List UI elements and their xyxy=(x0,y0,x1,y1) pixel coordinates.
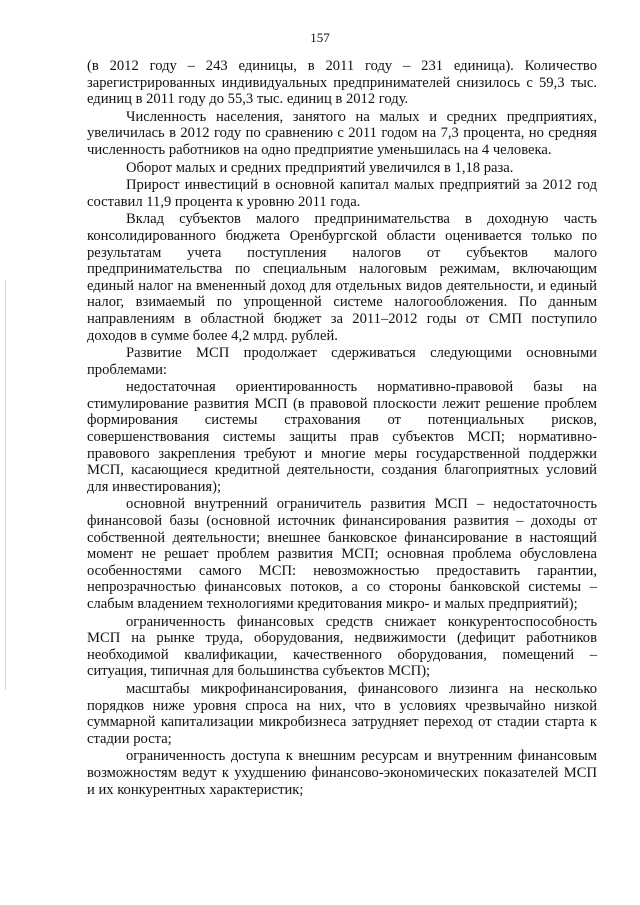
document-body xyxy=(87,58,597,798)
paragraph-2: Численность населения, занятого на малых и средних предприятиях, увеличилась в 2012 году по сравнению с 2011 годом на 7,3 процента, но средняя численность работников на одно предприятие уменьшилась на 4 человека. xyxy=(87,108,597,158)
paragraph-6: Развитие МСП продолжает сдерживаться следующими основными проблемами: xyxy=(87,345,597,378)
paragraph-8: основной внутренний ограничитель развития МСП – недостаточность финансовой базы (основной источник финансирования развития – доходы от собственной деятельности; внешнее банковское финансирование в настоящий момент не решает проблем развития МСП; основная проблема обусловлена особенностями самого МСП: невозможностью предоставить гарантии, непрозрачностью финансовых потоков, а со стороны банковской системы – слабым владением технологиями кредитования микро- и малых предприятий); xyxy=(87,496,597,612)
paragraph-3: Оборот малых и средних предприятий увеличился в 1,18 раза. xyxy=(126,159,514,176)
page-number: 157 xyxy=(310,30,330,45)
paragraph-7: недостаточная ориентированность нормативно-правовой базы на стимулирование развития МСП (в правовой плоскости лежит решение проблем формирования системы страхования от потенциальных рисков, совершенствования системы защиты прав субъектов МСП; нормативно-правового закрепления требуют и многие меры государственной поддержки МСП, касающиеся кредитной деятельности, создания благоприятных условий для инвестирования); xyxy=(87,379,597,495)
paragraph-10: масштабы микрофинансирования, финансового лизинга на несколько порядков ниже уровня спроса на них, что в условиях чрезвычайно низкой суммарной капитализации микробизнеса затрудняет переход от стадии старта к стадии роста; xyxy=(87,680,597,747)
scan-edge-line xyxy=(5,280,6,690)
paragraph-4: Прирост инвестиций в основной капитал малых предприятий за 2012 год составил 11,9 процента к уровню 2011 года. xyxy=(87,177,597,210)
paragraph-11: ограниченность доступа к внешним ресурсам и внутренним финансовым возможностям ведут к ухудшению финансово-экономических показателей МСП и их конкурентных характеристик; xyxy=(87,748,597,798)
paragraph-5: Вклад субъектов малого предпринимательства в доходную часть консолидированного бюджета Оренбургской области оценивается только по результатам учета поступления налогов от субъектов малого предпринимательства по специальным налоговым режимам, включающим единый налог на вмененный доход для отдельных видов деятельности, и единый налог, взимаемый по упрощенной системе налогообложения. По данным направлениям в областной бюджет за 2011–2012 годы от СМП поступило доходов в сумме более 4,2 млрд. рублей. xyxy=(87,211,597,344)
paragraph-1: (в 2012 году – 243 единицы, в 2011 году – 231 единица). Количество зарегистрированных индивидуальных предпринимателей снизилось с 59,3 тыс. единиц в 2011 году до 55,3 тыс. единиц в 2012 году. xyxy=(87,58,597,108)
paragraph-9: ограниченность финансовых средств снижает конкурентоспособность МСП на рынке труда, оборудования, недвижимости (дефицит работников необходимой квалификации, качественного оборудования, помещений – ситуация, типичная для большинства субъектов МСП); xyxy=(87,613,597,680)
